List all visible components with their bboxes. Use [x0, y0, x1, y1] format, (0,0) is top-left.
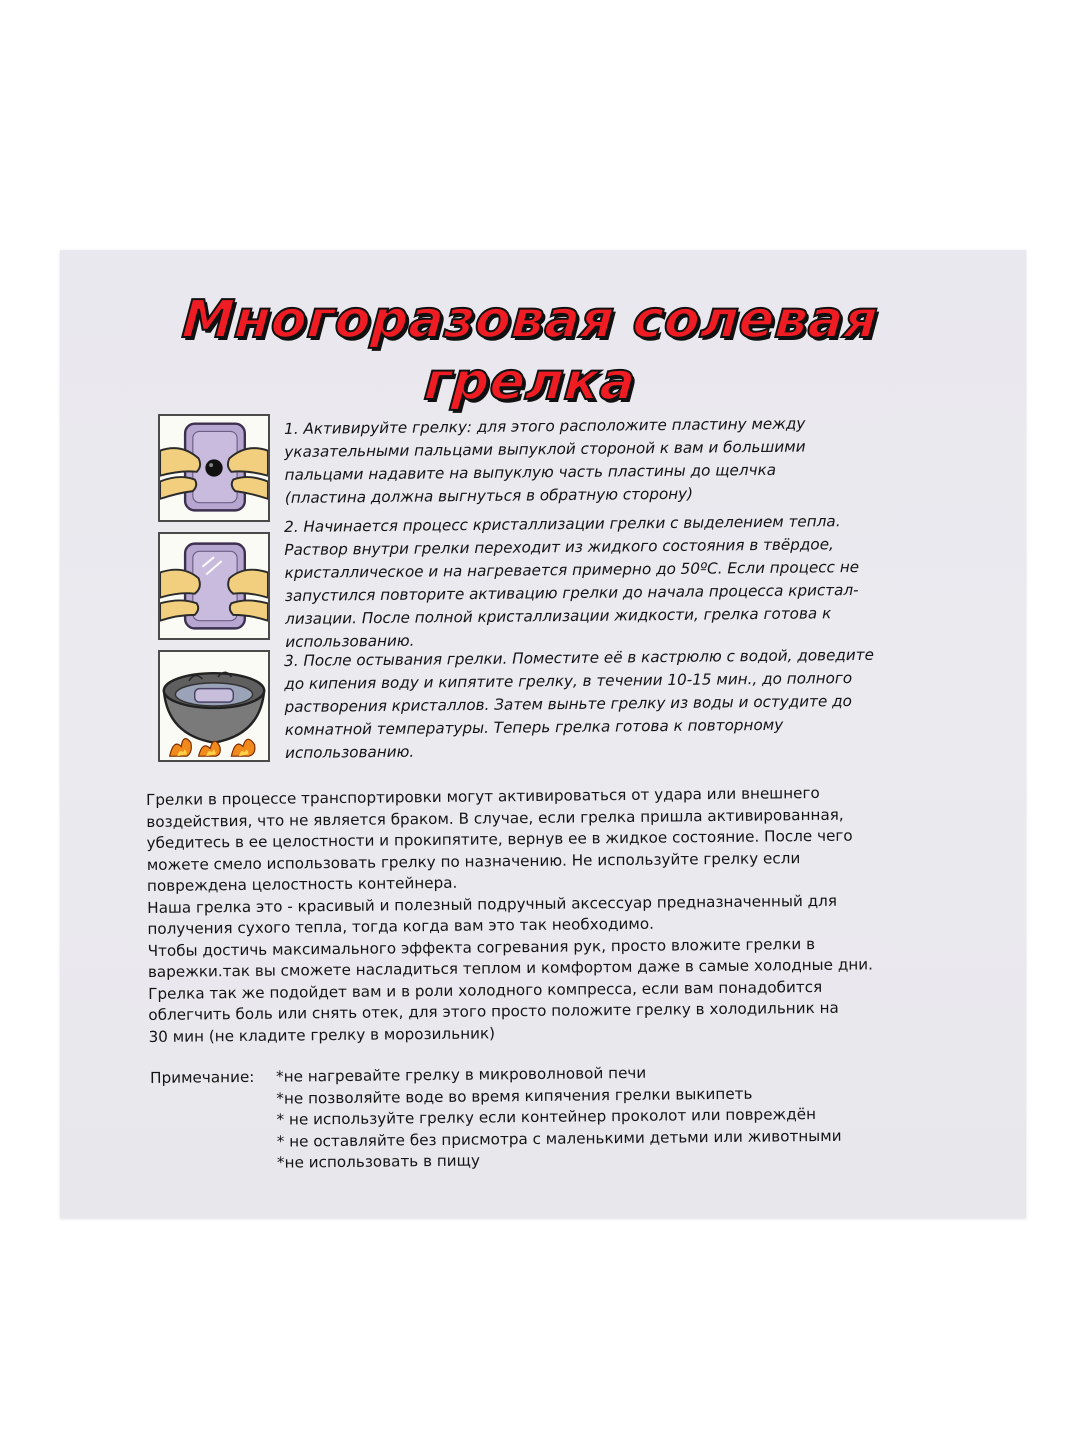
notes-list: [276, 1059, 977, 1174]
step-1-text: 1. Активируйте грелку: для этого расположите пластину между указательными пальцами выпуклой стороной к вам и большими пальцами надавите на выпуклую часть пластины до щелчка (пластина должна выгнуться в обратную сторону): [284, 414, 806, 507]
step-2-text: 2. Начинается процесс кристаллизации грелки с выделением тепла. Раствор внутри грелки переходит из жидкого состояния в твёрдое, кристаллическое и на нагревается примерно до 50ºС. Если процесс не запустился повторите активацию грелки до начала процесса кристал- лизации. После полной кристаллизации жидкости, грелка готова к использованию.: [284, 512, 860, 651]
pot-boiling-on-fire-icon: [158, 650, 270, 762]
note-item: *не позволяйте воде во время кипячения грелки выкипеть: [276, 1084, 753, 1108]
step-3-text: 3. После остывания грелки. Поместите её в кастрюлю с водой, доведите до кипения воду и кипятите грелку, в течении 10-15 мин., до полного растворения кристаллов. Затем выньте грелку из воды и остудите до комнатной температуры. Теперь грелка готова к повторному использованию.: [284, 645, 875, 762]
page-title-line-1: Многоразовая солевая: [180, 290, 880, 350]
note-item: * не оставляйте без присмотра с маленькими детьми или животными: [276, 1126, 842, 1151]
note-item: *не нагревайте грелку в микроволновой печи: [276, 1063, 647, 1086]
note-item: *не использовать в пищу: [276, 1151, 481, 1172]
description-text: Грелки в процессе транспортировки могут активироваться от удара или внешнего воздействия, что не является браком. В случае, если грелка пришла активированная, убедитесь в ее целостности и прокипятите, вернув ее в жидкое состояние. После чего можете смело использовать грелку по назначению. Не используйте грелку если повреждена целостность контейнера. Наша грелка это - красивый и полезный подручный аксессуар предназначенный для получения сухого тепла, тогда когда вам это так необходимо. Чтобы достичь максимального эффекта согревания рук, просто вложите грелки в варежки.так вы сможете насладиться теплом и комфортом даже в самые холодные дни. Грелка так же подойдет вам и в роли холодного компресса, если вам понадобится облегчить боль или снять отек, для этого просто положите грелку в холодильник на 30 мин (не кладите грелку в морозильник): [146, 783, 874, 1046]
note-item: * не используйте грелку если контейнер проколот или повреждён: [276, 1105, 817, 1129]
hands-pressing-pad-icon: [158, 414, 270, 522]
hands-holding-pad-icon: [158, 532, 270, 640]
notes-label: Примечание:: [150, 1067, 255, 1087]
page-title-line-2: грелка: [422, 352, 638, 412]
